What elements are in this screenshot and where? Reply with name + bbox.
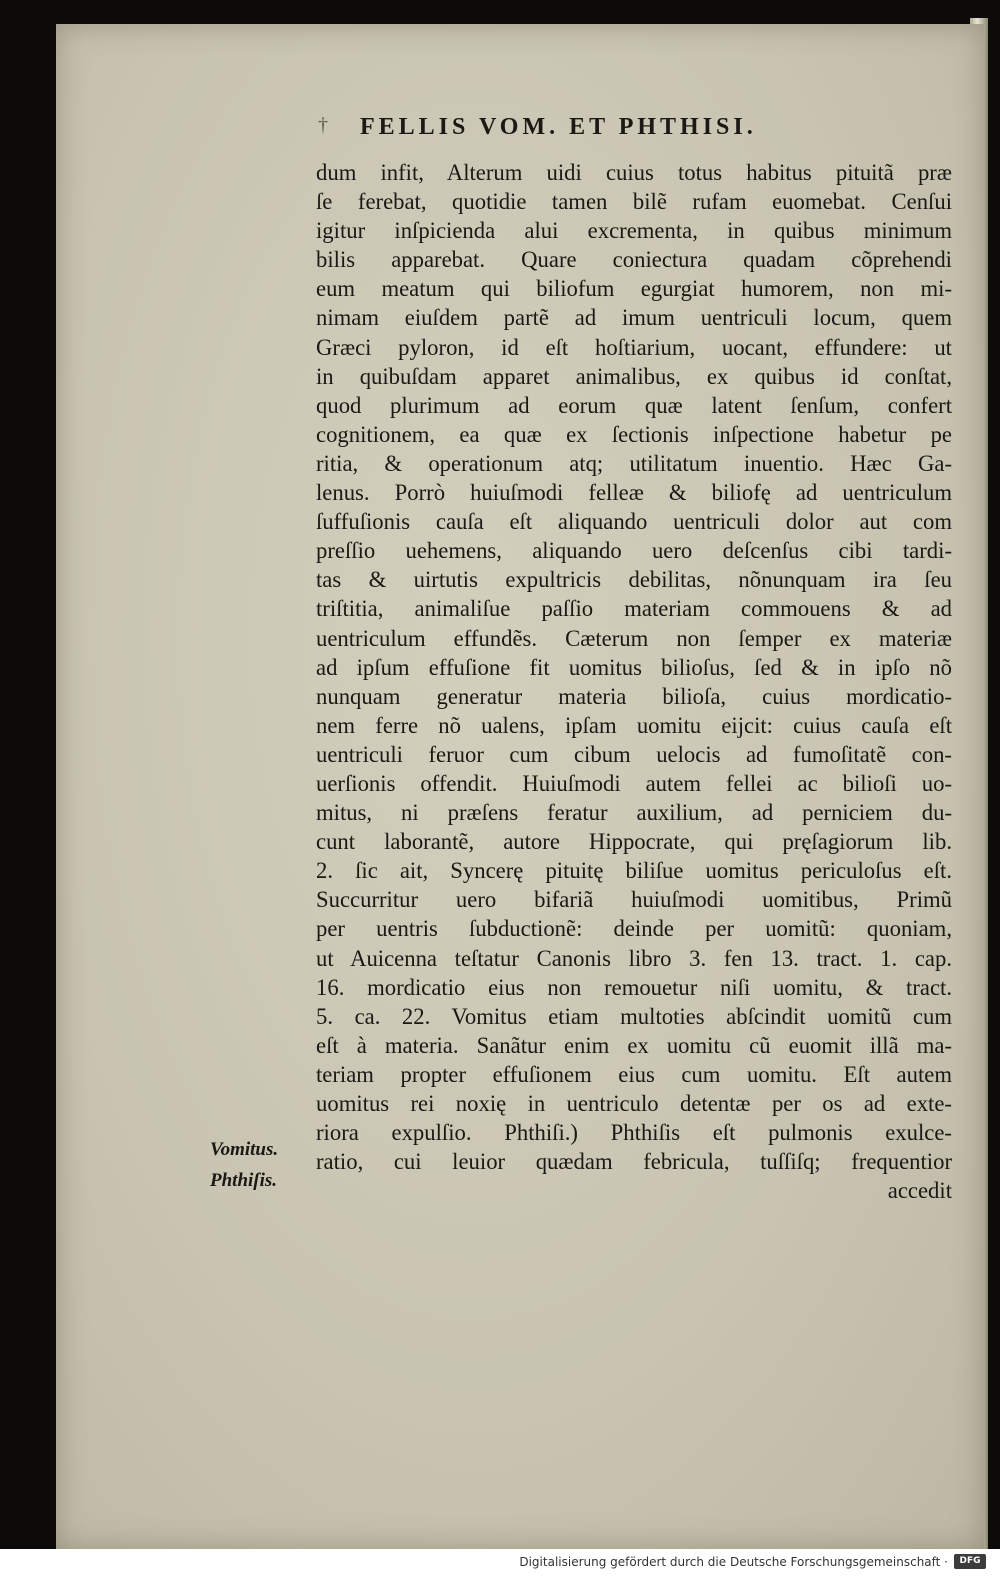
text-line: ad ipſum effuſione fit uomitus bilioſus, ſed & in ipſo nõ xyxy=(316,654,952,680)
text-line: cunt laborantẽ, autore Hippocrate, qui pręſagiorum lib. xyxy=(316,829,952,855)
text-line: triſtitia, animaliſue paſſio materiam commouens & ad xyxy=(316,596,952,622)
text-line: eſt à materia. Sanãtur enim ex uomitu cũ euomit illã ma- xyxy=(316,1032,952,1058)
margin-notes xyxy=(210,1134,278,1196)
text-line: nunquam generatur materia bilioſa, cuius mordicatio- xyxy=(316,683,952,709)
text-line: riora expulſio. Phthiſi.) Phthiſis eſt pulmonis exulce- xyxy=(316,1120,952,1146)
footer-bar xyxy=(0,1549,1000,1577)
text-line: in quibuſdam apparet animalibus, ex quibus id conſtat, xyxy=(316,363,952,389)
text-line: tas & uirtutis expultricis debilitas, nõnunquam ira ſeu xyxy=(316,567,952,593)
text-line: mitus, ni præſens feratur auxilium, ad perniciem du- xyxy=(316,800,952,826)
text-line: per uentris ſubductionẽ: deinde per uomitũ: quoniam, xyxy=(316,916,952,942)
text-line: lenus. Porrò huiuſmodi felleæ & biliofę ad uentriculum xyxy=(316,480,952,506)
text-line: uerſionis offendit. Huiuſmodi autem fellei ac bilioſi uo- xyxy=(316,770,952,796)
text-line: Succurritur uero bifariã huiuſmodi uomitibus, Primũ xyxy=(316,887,952,913)
text-line: ſuffuſionis cauſa eſt aliquando uentriculi dolor aut com xyxy=(316,509,952,535)
text-line: Græci pyloron, id eſt hoſtiarium, uocant, effundere: ut xyxy=(316,334,952,360)
text-line: quod plurimum ad eorum quæ latent ſenſum, confert xyxy=(316,392,952,418)
margin-note-vomitus: Vomitus. xyxy=(210,1139,279,1160)
funding-credit: Digitalisierung gefördert durch die Deutsche Forschungsgemeinschaft · xyxy=(519,1555,948,1569)
text-line: ut Auicenna teſtatur Canonis libro 3. fen 13. tract. 1. cap. xyxy=(316,945,952,971)
text-line: ratio, cui leuior quædam febricula, tuſſiſq; frequentior xyxy=(316,1149,952,1175)
text-line: cognitionem, ea quæ ex ſectionis inſpectione habetur pe xyxy=(316,421,952,447)
text-line: teriam propter effuſionem eius cum uomitu. Eſt autem xyxy=(316,1061,952,1087)
body-text xyxy=(316,158,952,1205)
running-title: FELLIS VOM. ET PHTHISI. xyxy=(360,114,757,140)
text-line: ritia, & operationum atq; utilitatum inuentio. Hæc Ga- xyxy=(316,450,952,476)
text-line: accedit xyxy=(887,1178,952,1204)
text-line: uomitus rei noxię in uentriculo detentæ per os ad exte- xyxy=(316,1091,952,1116)
margin-note-phthisis: Phthiſis. xyxy=(210,1170,278,1191)
text-line: 2. ſic ait, Syncerę pituitę biliſue uomitus periculoſus eſt. xyxy=(316,858,952,884)
text-line: uentriculum effundẽs. Cæterum non ſemper ex materiæ xyxy=(316,625,952,651)
text-line: nimam eiuſdem partẽ ad imum uentriculi locum, quem xyxy=(316,305,952,331)
text-line: 5. ca. 22. Vomitus etiam multoties abſcindit uomitũ cum xyxy=(316,1003,952,1029)
text-line: preſſio uehemens, aliquando uero deſcenſus cibi tardi- xyxy=(316,538,952,564)
page-mark: † xyxy=(318,114,328,136)
text-line: eum meatum qui biliofum egurgiat humorem, non mi- xyxy=(316,276,952,302)
text-line: nem ferre nõ ualens, ipſam uomitu eijcit: cuius cauſa eſt xyxy=(316,712,952,738)
text-line: dum infit, Alterum uidi cuius totus habitus pituitã præ xyxy=(316,160,952,185)
text-line: uentriculi feruor cum cibum uelocis ad fumoſitatẽ con- xyxy=(316,741,952,767)
dfg-logo: DFG xyxy=(954,1554,986,1569)
text-line: bilis apparebat. Quare coniectura quadam cõprehendi xyxy=(316,247,952,273)
text-line: 16. mordicatio eius non remouetur niſi uomitu, & tract. xyxy=(316,974,952,1000)
text-line: ſe ferebat, quotidie tamen bilẽ rufam euomebat. Cenſui xyxy=(316,189,952,215)
text-line: igitur inſpicienda alui excrementa, in quibus minimum xyxy=(316,218,952,244)
